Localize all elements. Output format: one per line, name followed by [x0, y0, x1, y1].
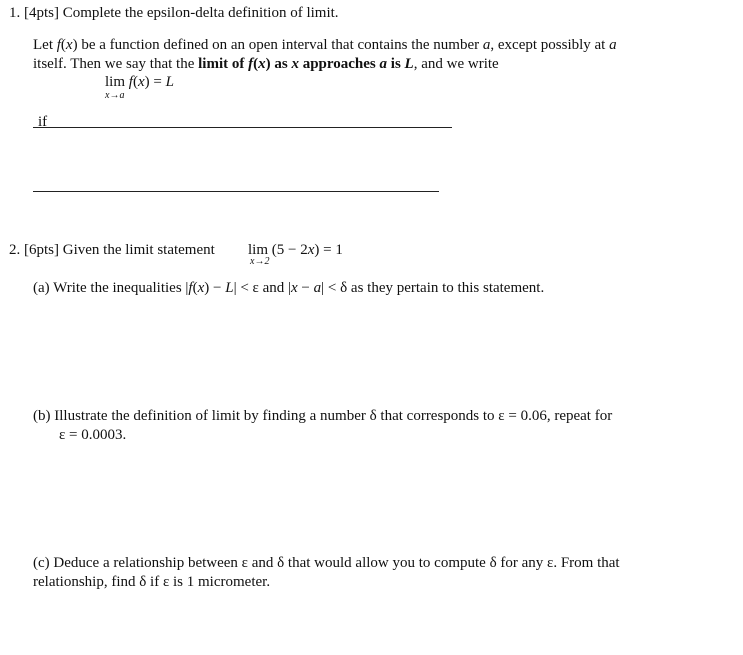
q1-number: 1. [9, 5, 21, 21]
q1-if-label: if [38, 114, 48, 130]
q2a-text: (a) Write the inequalities |f(x) − L| < ε and |x − a| < δ as they pertain to this statement. [33, 280, 545, 296]
q2c-text: (c) Deduce a relationship between ε and δ that would allow you to compute δ for any ε. From that [33, 555, 620, 571]
q2-heading [9, 242, 215, 259]
q1-title: Complete the epsilon-delta definition of limit. [62, 5, 339, 21]
q2c-text-continued: relationship, find δ if ε is 1 micrometer. [33, 574, 271, 590]
q1-body-line-2: itself. Then we say that the limit of f(x) as x approaches a is L, and we write [33, 56, 499, 72]
q1-body-line-1: Let f(x) be a function defined on an open interval that contains the number a, except possibly at a [33, 37, 617, 53]
q1-points: [4pts] [24, 5, 59, 21]
q2-intro: Given the limit statement [62, 242, 215, 258]
q2-number: 2. [9, 242, 21, 258]
q1-answer-line-2[interactable] [33, 191, 439, 192]
q1-answer-line-1[interactable] [33, 127, 452, 128]
q1-limit-formula: lim f(x) = L [105, 74, 174, 90]
q2-points: [6pts] [24, 242, 59, 258]
q2-limit-subscript: x→2 [250, 256, 270, 267]
q1-limit-subscript: x→a [105, 90, 125, 101]
q2b-text-continued: ε = 0.0003. [59, 427, 127, 443]
q1-heading [9, 5, 339, 22]
q2b-text: (b) Illustrate the definition of limit by finding a number δ that corresponds to ε = 0.06, repeat for [33, 408, 613, 424]
q2-limit-formula: lim (5 − 2x) = 1 [248, 242, 343, 258]
